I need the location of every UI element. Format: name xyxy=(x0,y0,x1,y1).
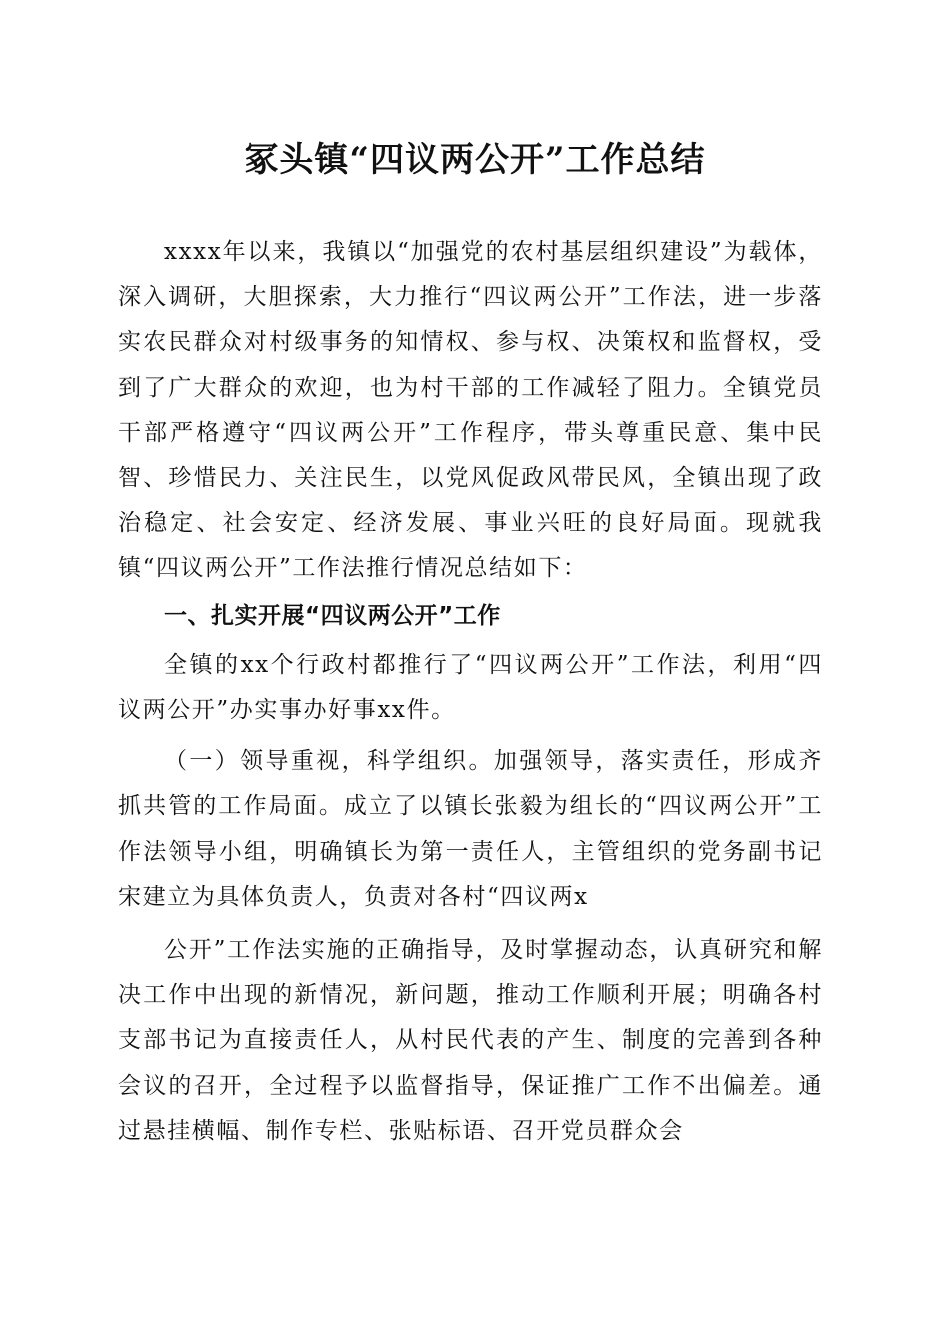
section-heading: 一、扎实开展“四议两公开”工作 xyxy=(164,602,501,629)
subsection-paragraph: （一）领导重视，科学组织。加强领导，落实责任，形成齐抓共管的工作局面。成立了以镇长张毅为组长的“四议两公开”工作法领导小组，明确镇长为第一责任人，主管组织的党务副书记宋建立为具体负责人，负责对各村“四议两x xyxy=(118,748,823,910)
document-body xyxy=(118,230,823,1154)
section-paragraph: 全镇的xx个行政村都推行了“四议两公开”工作法，利用“四议两公开”办实事办好事xx件。 xyxy=(118,651,823,724)
document-title: 冢头镇“四议两公开”工作总结 xyxy=(244,140,706,180)
intro-paragraph: xxxx年以来，我镇以“加强党的农村基层组织建设”为载体，深入调研，大胆探索，大力推行“四议两公开”工作法，进一步落实农民群众对村级事务的知情权、参与权、决策权和监督权，受到了广大群众的欢迎，也为村干部的工作减轻了阻力。全镇党员干部严格遵守“四议两公开”工作程序，带头尊重民意、集中民智、珍惜民力、关注民生，以党风促政风带民风，全镇出现了政治稳定、社会安定、经济发展、事业兴旺的良好局面。现就我镇“四议两公开”工作法推行情况总结如下： xyxy=(118,239,823,582)
continuation-paragraph: 公开”工作法实施的正确指导，及时掌握动态，认真研究和解决工作中出现的新情况，新问题，推动工作顺利开展；明确各村支部书记为直接责任人，从村民代表的产生、制度的完善到各种会议的召开，全过程予以监督指导，保证推广工作不出偏差。通过悬挂横幅、制作专栏、张贴标语、召开党员群众会 xyxy=(118,937,823,1144)
